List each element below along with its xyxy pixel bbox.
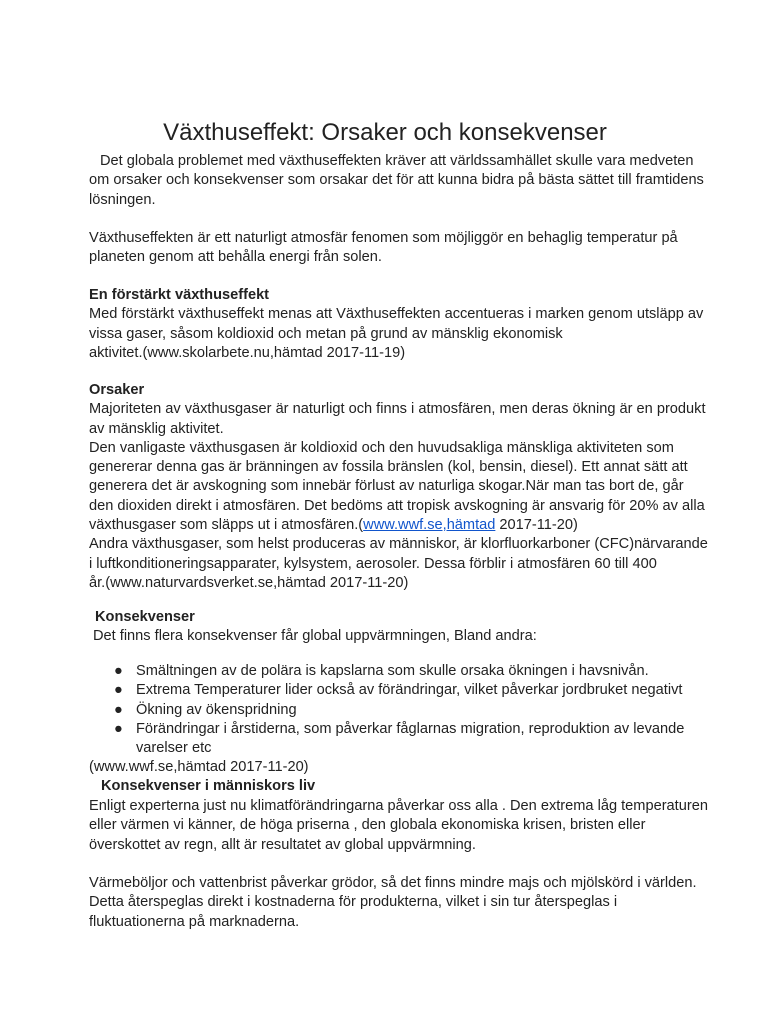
text-line: Andra växthusgaser, som helst produceras av människor, är klorfluorkarboner (CFC)närvarande: [89, 536, 708, 553]
text-line: Enligt experterna just nu klimatförändringarna påverkar oss alla . Den extrema låg temperaturen: [89, 798, 708, 814]
text-line: Med förstärkt växthuseffekt menas att Växthuseffekten accentueras i marken genom utsläpp av: [89, 306, 704, 323]
consequences-reference: (www.wwf.se,hämtad 2017-11-20): [89, 759, 309, 775]
text-line: Den vanligaste växthusgasen är koldioxid och den huvudsakliga mänskliga aktiviteten som: [89, 439, 674, 456]
list-item-text: Extrema Temperaturer lider också av förändringar, vilket påverkar jordbruket negativt: [136, 682, 683, 699]
bullet-icon: ●: [114, 682, 123, 699]
text-line: lösningen.: [89, 191, 156, 208]
greenhouse-paragraph: [89, 229, 678, 268]
text-segment: 2017-11-20): [495, 517, 578, 534]
section-causes: [89, 381, 708, 593]
heatwave-paragraph: [89, 874, 697, 932]
list-item: [114, 681, 684, 700]
document-title: Växthuseffekt: Orsaker och konsekvenser: [163, 119, 607, 146]
text-line: den dioxiden direkt i atmosfären. Det bedöms att tropisk avskogning är ansvarig för 20% av alla: [89, 497, 705, 514]
list-item-text: Smältningen av de polära is kapslarna som skulle orsaka ökningen i havsnivån.: [136, 663, 649, 679]
text-segment: växthusgaser som släpps ut i atmosfären.(: [89, 517, 364, 534]
text-line: Värmeböljor och vattenbrist påverkar grödor, så det finns mindre majs och mjölskörd i världen.: [89, 875, 697, 891]
list-item-text: Förändringar i årstiderna, som påverkar fåglarnas migration, reproduktion av levande: [136, 720, 685, 737]
text-line: i luftkonditioneringsapparater, kylsystem, aerosoler. Dessa förblir i atmosfären 60 till 400: [89, 555, 657, 572]
text-line: Det globala problemet med växthuseffekten kräver att världssamhället skulle vara medveten: [100, 153, 694, 169]
text-line: generera det är avskogning som innebär förlust av naturliga skogar.När man tas bort de, går: [89, 478, 684, 495]
text-line: eller värmen vi känner, de höga priserna , den globala ekonomiska krisen, bristen eller: [89, 817, 646, 834]
list-item: [114, 662, 684, 681]
text-line: planeten genom att behålla energi från solen.: [89, 249, 382, 266]
text-line-with-link: [89, 516, 708, 535]
bullet-icon: ●: [114, 701, 123, 718]
section-consequences: [95, 608, 537, 647]
human-life-paragraph: [89, 797, 708, 855]
section-heading: En förstärkt växthuseffekt: [89, 287, 270, 303]
consequences-list: [114, 662, 684, 758]
bullet-icon: ●: [114, 720, 123, 737]
section-heading: Orsaker: [89, 382, 145, 398]
text-line: fluktuationerna på marknaderna.: [89, 913, 300, 930]
text-line: Majoriteten av växthusgaser är naturligt och finns i atmosfären, men deras ökning är en produkt: [89, 401, 706, 418]
list-item-text: Ökning av ökenspridning: [136, 701, 297, 718]
text-line: vissa gaser, såsom koldioxid och metan på grund av mänsklig ekonomisk: [89, 325, 563, 342]
bullet-icon: ●: [114, 663, 123, 679]
list-item: [114, 701, 684, 720]
list-item: [114, 720, 684, 759]
section-heading: Konsekvenser: [95, 609, 195, 625]
text-line: Växthuseffekten är ett naturligt atmosfär fenomen som möjliggör en behaglig temperatur på: [89, 230, 678, 246]
intro-paragraph: [89, 152, 704, 210]
text-line: Detta återspeglas direkt i kostnaderna för produkterna, vilket i sin tur återspeglas i: [89, 894, 618, 911]
list-item-text: varelser etc: [136, 740, 212, 757]
text-line: år.(www.naturvardsverket.se,hämtad 2017-11-20): [89, 574, 409, 591]
section-heading-text: Konsekvenser i människors liv: [101, 778, 316, 794]
text-line: genererar denna gas är bränningen av fossila bränslen (kol, bensin, diesel). Ett annat sätt att: [89, 459, 688, 476]
text-line: om orsaker och konsekvenser som orsakar det för att kunna bidra på bästa sättet till framtidens: [89, 172, 704, 189]
text-line: av mänsklig aktivitet.: [89, 420, 224, 437]
text-line: överskottet av regn, allt är resultatet av global uppvärmning.: [89, 836, 476, 853]
section-enhanced-effect: [89, 286, 703, 363]
text-line: aktivitet.(www.skolarbete.nu,hämtad 2017-11-19): [89, 344, 406, 361]
section-heading: [101, 777, 315, 796]
wwf-link[interactable]: www.wwf.se,hämtad: [363, 517, 496, 534]
text-line: Det finns flera konsekvenser får global uppvärmningen, Bland andra:: [93, 628, 537, 645]
